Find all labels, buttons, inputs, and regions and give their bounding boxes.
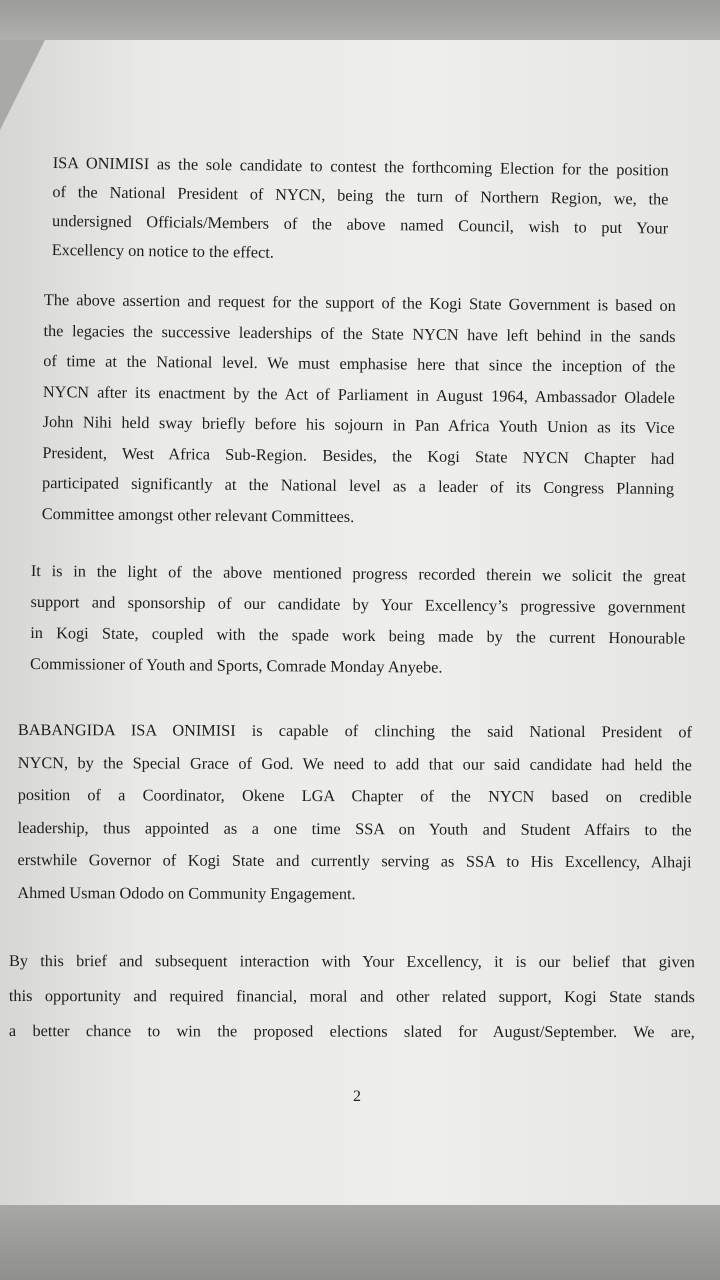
text-line: The above assertion and request for the support of the Kogi State Government is based on — [43, 289, 676, 316]
paragraph-1 — [52, 148, 669, 272]
text-line: ISA ONIMISI as the sole candidate to contest the forthcoming Election for the position — [52, 152, 669, 180]
text-line: NYCN, by the Special Grace of God. We need to add that our said candidate had held the — [17, 752, 692, 774]
background-bottom — [0, 1205, 720, 1280]
text-line: this opportunity and required financial, moral and other related support, Kogi State stands — [8, 985, 695, 1007]
text-line: erstwhile Governor of Kogi State and currently serving as SSA to His Excellency, Alhaji — [17, 849, 692, 872]
text-line: support and sponsorship of our candidate by Your Excellency’s progressive government — [30, 591, 686, 617]
text-line: President, West Africa Sub-Region. Besides, the Kogi State NYCN Chapter had — [42, 442, 675, 468]
text-line: the legacies the successive leaderships of the State NYCN have left behind in the sands — [43, 320, 676, 346]
paragraph-2 — [42, 285, 676, 535]
text-line: participated significantly at the National level as a leader of its Congress Planning — [42, 472, 675, 499]
text-line: By this brief and subsequent interaction with Your Excellency, it is our belief that given — [8, 951, 695, 972]
text-line: a better chance to win the proposed elections slated for August/September. We are, — [8, 1020, 695, 1042]
text-line: NYCN after its enactment by the Act of Parliament in August 1964, Ambassador Oladele — [42, 381, 676, 407]
paragraph-3 — [30, 555, 686, 685]
text-line: of the National President of NYCN, being the turn of Northern Region, we, the — [52, 181, 669, 209]
text-line: Commissioner of Youth and Sports, Comrade Monday Anyebe. — [29, 653, 443, 677]
paragraph-5 — [9, 943, 695, 1049]
page-number: 2 — [353, 1088, 361, 1105]
text-line: Committee amongst other relevant Committees. — [41, 503, 355, 526]
text-line: leadership, thus appointed as a one time SSA on Youth and Student Affairs to the — [17, 817, 692, 839]
text-line: of time at the National level. We must emphasise here that since the inception of the — [43, 350, 676, 377]
page-corner-fold — [0, 40, 45, 130]
text-line: in Kogi State, coupled with the spade work being made by the current Honourable — [30, 622, 686, 648]
text-line: BABANGIDA ISA ONIMISI is capable of clinching the said National President of — [17, 719, 692, 742]
text-line: Ahmed Usman Ododo on Community Engagement. — [17, 882, 356, 903]
text-line: position of a Coordinator, Okene LGA Chapter of the NYCN based on credible — [17, 784, 692, 807]
paragraph-4 — [17, 714, 692, 911]
text-line: Excellency on notice to the effect. — [51, 239, 274, 262]
text-line: undersigned Officials/Members of the above named Council, wish to put Your — [51, 210, 669, 238]
text-line: It is in the light of the above mentioned progress recorded therein we solicit the great — [30, 560, 686, 586]
text-line: John Nihi held sway briefly before his sojourn in Pan Africa Youth Union as its Vice — [42, 411, 675, 438]
